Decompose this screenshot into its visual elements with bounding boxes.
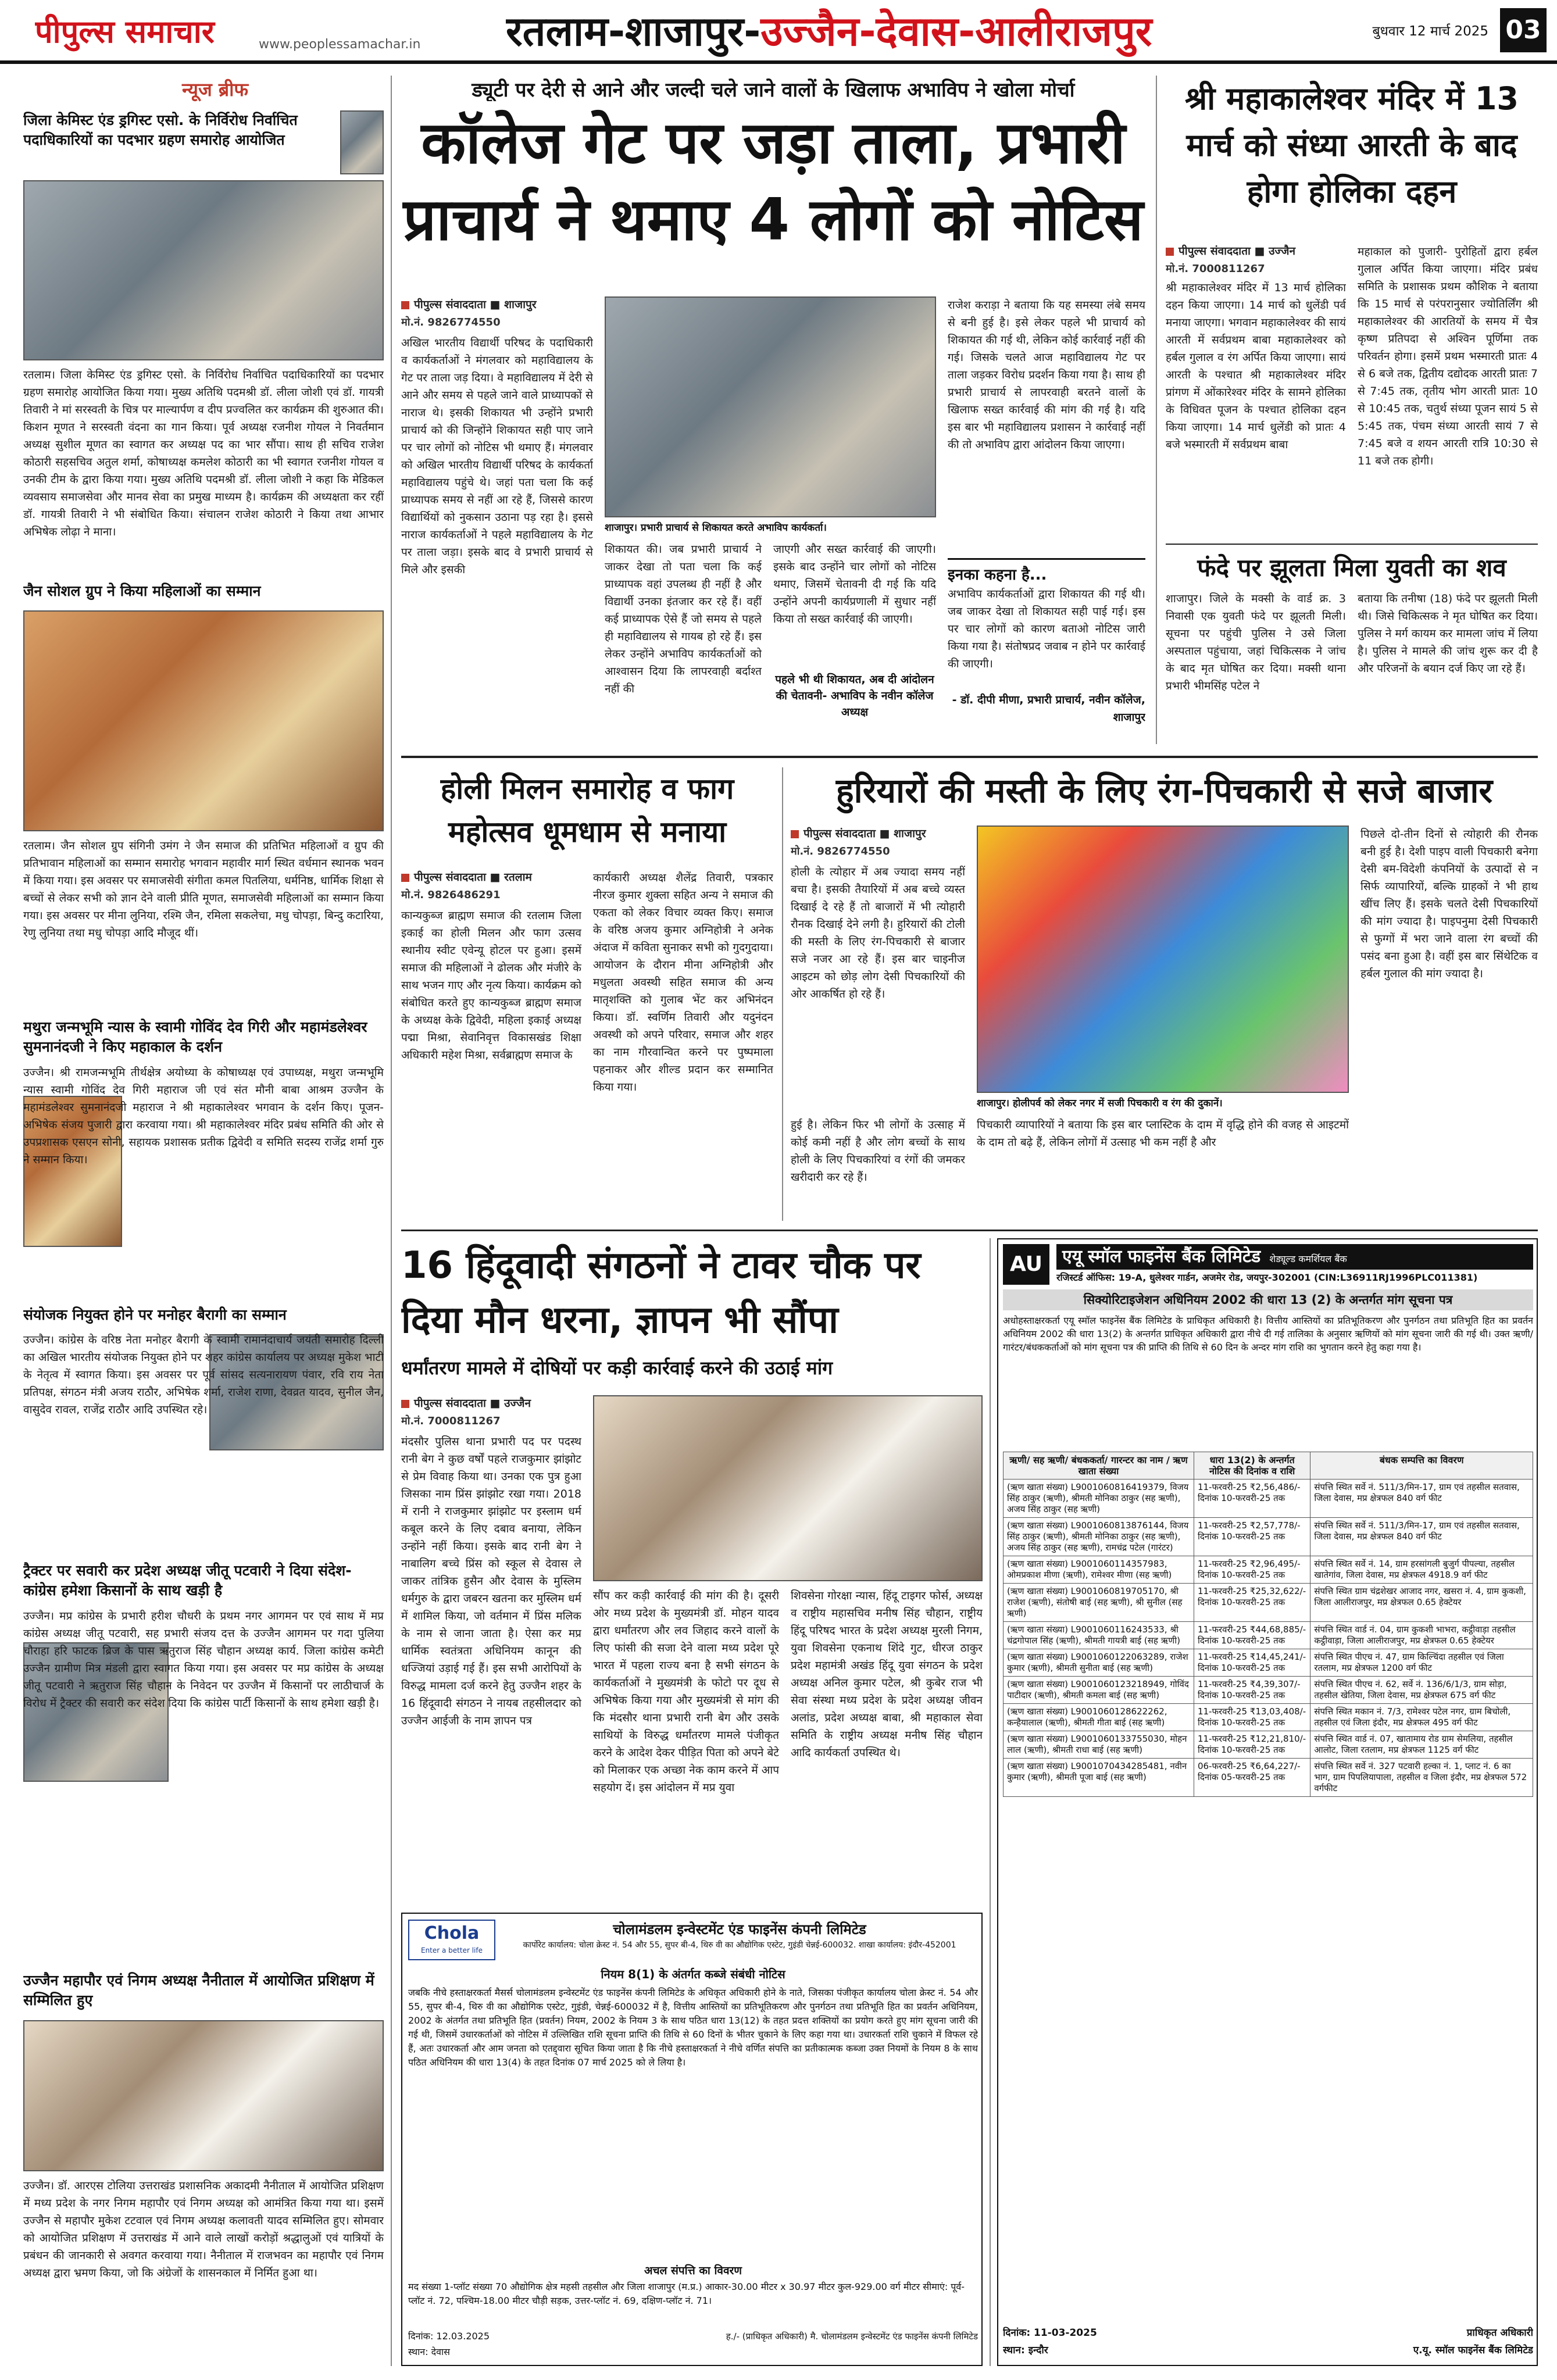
au-footer-place: स्थान: इन्दौर (1003, 2345, 1048, 2356)
lead-mobile: मो.नं. 9826774550 (401, 316, 501, 328)
dharna-subhead: धर्मांतरण मामले में दोषियों पर कड़ी कार्रवाई करने की उठाई मांग (401, 1357, 833, 1379)
au-footer-officer: प्राधिकृत अधिकारी (1466, 2327, 1533, 2339)
lead-info-box-title: इनका कहना है... (948, 566, 1047, 584)
column-divider-au (990, 1238, 991, 2366)
chola-sign: ह./- (प्राधिकृत अधिकारी) मै. चोलामंडलम इन्वेस्टमेंट एंड फाइनेंस कंपनी लिमिटेड (726, 2331, 978, 2342)
suicide-body-col-1: शाजापुर। जिले के मक्सी के वार्ड क्र. 3 निवासी एक युवती फंदे पर झूलती मिली। सूचना पर पहुंची पुलिस ने उसे जिला अस्पताल पहुंचाया, जहां चिकित्सक ने जांच के बाद मृत घोषित कर दिया। मक्सी थाना प्रभारी भीमसिंह पटेल ने (1166, 592, 1346, 692)
brief-5-headline: ट्रैक्टर पर सवारी कर प्रदेश अध्यक्ष जीतू पटवारी ने दिया संदेश- कांग्रेस हमेशा किसानों के साथ खड़ी है (23, 1562, 352, 1599)
lead-byline-location: शाजापुर (504, 298, 537, 311)
au-table-cell: संपत्ति स्थित वार्ड नं. 07, खातामाय रोड ग्राम सेमलिया, तहसील आलोट, जिला रतलाम, मप्र क्षेत्रफल 1125 वर्ग फीट (1310, 1731, 1533, 1759)
au-table-cell: 11-फरवरी-25 ₹2,57,778/- दिनांक 10-फरवरी-25 तक (1194, 1518, 1310, 1556)
holi-milan-byline-location: रतलाम (504, 871, 532, 884)
lead-story (401, 76, 1145, 744)
au-bank-name (1056, 1244, 1533, 1270)
byline-bullet-icon (401, 874, 409, 882)
au-table-row (1004, 1731, 1533, 1759)
lead-info-box-author: - डॉ. दीपी मीणा, प्रभारी प्राचार्य, नवीन कॉलेज, शाजापुर (952, 694, 1145, 724)
au-demand-table (1003, 1452, 1533, 2312)
suicide-body-col-2: बताया कि तनीषा (18) फंदे पर झूलती मिली थी। जिसे चिकित्सक ने मृत घोषित कर दिया। पुलिस ने मर्ग कायम कर मामला जांच में लिया है। पुलिस ने मामले की जांच शुरू कर दी है और परिजनों के बयान दर्ज किए जा रहे हैं। (1358, 592, 1538, 675)
mahakal-story (1166, 76, 1538, 541)
lead-headline: कॉलेज गेट पर जड़ा ताला, प्रभारी प्राचार्य ने थमाए 4 लोगों को नोटिस (403, 109, 1144, 253)
au-table-cell: 11-फरवरी-25 ₹14,45,241/- दिनांक 10-फरवरी-25 तक (1194, 1649, 1310, 1677)
byline-bullet-icon (1166, 248, 1174, 256)
au-table-cell: (ऋण खाता संख्या) L9001060116243533, श्री चंद्रगोपाल सिंह (ऋणी), श्रीमती गायत्री बाई (सह ऋणी) (1004, 1622, 1194, 1649)
market-body-col-4: पिछले दो-तीन दिनों से त्योहारी की रौनक बनी हुई है। देशी पाइप वाली पिचकारी बनेगा देसी बम-विदेशी कंपनियों के उत्पादों से न सिर्फ व्यापारियों, बल्कि ग्राहकों ने भी हाथ खींच लिए हैं। इसके चलते देसी पिचकारियों की मांग ज्यादा है। पाइपनुमा देसी पिचकारी से फुग्गों में भरा जाने वाला रंग बच्चों की पसंद बना हुआ है। वहीं इस बार सिंथेटिक व हर्बल गुलाल की मांग ज्यादा है। (1360, 828, 1538, 980)
brief-3-body: उज्जैन। श्री रामजन्मभूमि तीर्थक्षेत्र अयोध्या के कोषाध्यक्ष एवं उपाध्यक्ष, मथुरा जन्मभूमि न्यास स्वामी गोविंद देव गिरी महाराज जी एवं संत मौनी बाबा आश्रम उज्जैन के महामंडलेश्वर सुमनानंदजी महाराज ने श्री महाकालेश्वर भगवान के दर्शन किए। पूजन-अभिषेक संजय पुजारी द्वारा करवाया गया। श्री महाकालेश्वर मंदिर प्रबंध समिति की ओर से उपप्रशासक एसएन सोनी, सहायक प्रशासक प्रतीक द्विवेदी व समिति सदस्य राजेंद्र शर्मा गुरु ने सम्मान किया। (23, 1066, 384, 1166)
au-table-cell: 11-फरवरी-25 ₹2,56,486/- दिनांक 10-फरवरी-25 तक (1194, 1480, 1310, 1518)
divider-middle (401, 756, 1538, 758)
brand-logo (35, 7, 297, 56)
chola-schedule: मद संख्या 1-प्लॉट संख्या 70 औद्योगिक क्षेत्र महसी तहसील और जिला शाजापुर (म.प्र.) आकार-30.00 मीटर x 30.97 मीटर कुल-929.00 वर्ग मीटर सीमाएं: पूर्व-प्लॉट नं. 72, पश्चिम-18.00 मीटर चौड़ी सड़क, उत्तर-प्लॉट नं. 69, दक्षिण-प्लॉट नं. 71। (408, 2281, 965, 2306)
brief-6-photo (23, 2020, 384, 2171)
market-byline: पीपुल्स संवाददाता ■ शाजापुर (791, 826, 977, 842)
brief-1-photo-inset (340, 110, 384, 174)
mahakal-byline-location: उज्जैन (1269, 245, 1296, 258)
au-table-cell: (ऋण खाता संख्या) L9001060122063289, राजेश कुमार (ऋणी), श्रीमती सुनीता बाई (सह ऋणी) (1004, 1649, 1194, 1677)
au-table-cell: संपत्ति स्थित सर्वे नं. 327 पटवारी हल्का नं. 1, प्लाट नं. 6 का भाग, ग्राम पिपलियापाला, तहसील व जिला इंदौर, मप्र क्षेत्रफल 572 वर्गफीट (1310, 1759, 1533, 1797)
au-table-cell: संपत्ति स्थित वार्ड नं. 04, ग्राम कुकशी भाभरा, कट्ठीवाड़ा तहसील कट्ठीवाड़ा, जिला आलीराजपुर, मप्र क्षेत्रफल 0.65 हेक्टेयर (1310, 1622, 1533, 1649)
holi-milan-headline: होली मिलन समारोह व फाग महोत्सव धूमधाम से मनाया (440, 772, 734, 849)
brief-6-body: उज्जैन। डॉ. आरएस टोलिया उत्तराखंड प्रशासनिक अकादमी नैनीताल में आयोजित प्रशिक्षण में मध्य प्रदेश के नगर निगम महापौर एवं निगम अध्यक्ष को आमंत्रित किया गया था। इसमें उज्जैन से महापौर मुकेश टटवाल एवं निगम अध्यक्ष कलावती यादव सम्मिलित हुए। सोमवार को आयोजित प्रशिक्षण में उत्तराखंड में आने वाले लाखों करोड़ों श्रद्धालुओं एवं यात्रियों के प्रबंधन की जानकारी से अवगत करवाया गया। नैनीताल में राजभवन का महापौर एवं निगम अध्यक्ष द्वारा भ्रमण किया, जो कि अंग्रेजों के शासनकाल में निर्मित हुआ था। (23, 2179, 384, 2279)
chola-place: स्थान: देवास (408, 2346, 450, 2357)
suicide-headline: फंदे पर झूलता मिला युवती का शव (1197, 553, 1506, 582)
market-photo (977, 826, 1349, 1093)
au-address: रजिस्टर्ड ऑफिस: 19-A, धुलेश्वर गार्डन, अजमेर रोड, जयपुर-302001 (CIN:L36911RJ1996PLC011381) (1056, 1272, 1478, 1283)
brief-2-headline: जैन सोशल ग्रुप ने किया महिलाओं का सम्मान (23, 583, 261, 599)
brief-4-body: उज्जैन। कांग्रेस के वरिष्ठ नेता मनोहर बैरागी के स्वामी रामानंदाचार्य जयंती समारोह दिल्ली का अखिल भारतीय संयोजक नियुक्त होने पर शहर कांग्रेस कार्यालय पर अध्यक्ष मुकेश भाटी के नेतृत्व में स्वागत किया। इस अवसर पर पूर्व सांसद सत्यनारायण पंवार, रवि राय नेता प्रतिपक्ष, संगठन मंत्री अजय राठौर, अभिषेक शर्मा, राजेश राणा, देवव्रत यादव, सुनील जैन, वासुदेव रावल, राजेंद्र राठौर आदि उपस्थित रहे। (23, 1334, 384, 1416)
market-story (791, 767, 1538, 1221)
au-table-row (1004, 1759, 1533, 1797)
dharna-byline-author: पीपुल्स संवाददाता (414, 1397, 486, 1410)
market-body-col-2: हुई है। लेकिन फिर भी लोगों के उत्साह में कोई कमी नहीं है और लोग बच्चों के साथ होली के लिए पिचकारियां व रंगों की जमकर खरीदारी कर रहे हैं। (791, 1118, 965, 1184)
au-table-row (1004, 1556, 1533, 1584)
market-photo-caption: शाजापुर। होलीपर्व को लेकर नगर में सजी पिचकारी व रंग की दुकानें। (977, 1096, 1349, 1112)
website-url[interactable]: www.peoplessamachar.in (259, 37, 421, 52)
lead-photo (605, 296, 936, 517)
au-table-cell: संपत्ति स्थित सर्वे नं. 511/3/मिन-17, ग्राम एवं तहसील सतवास, जिला देवास, मप्र क्षेत्रफल 840 वर्ग फीट (1310, 1480, 1533, 1518)
lead-byline: पीपुल्स संवाददाता ■ शाजापुर (401, 296, 610, 314)
dharna-body-col-3: शिवसेना गोरक्षा न्यास, हिंदू टाइगर फोर्स, अध्यक्ष व राष्ट्रीय महासचिव मनीष सिंह चौहान, राष्ट्रीय हिंदू परिषद भारत के प्रदेश अध्यक्ष मुरली निगम, युवा शिवसेना एकनाथ शिंदे गुट, धीरज ठाकुर प्रदेश महामंत्री अखंड हिंदू युवा संगठन के प्रदेश अध्यक्ष अनिल कुमार पटेल, श्री कुबेर राज भी सेवा संस्था मध्य प्रदेश के प्रदेश अध्यक्ष जीवन अलांड, प्रदेश अध्यक्ष बाबा, श्री महाकाल सेवा समिति के राष्ट्रीय अध्यक्ष मनीष सिंह चौहान आदि कार्यकर्ता उपस्थित थे। (791, 1589, 983, 1759)
au-footer-date: दिनांक: 11-03-2025 (1003, 2327, 1097, 2339)
market-body-col-3: पिचकारी व्यापारियों ने बताया कि इस बार प्लास्टिक के दाम में वृद्धि होने की वजह से आइटमों के दाम तो बढ़े हैं, लेकिन लोगों में उत्साह भी कम नहीं है और (977, 1118, 1349, 1149)
lead-body-col-2: शिकायत की। जब प्रभारी प्राचार्य ने जाकर देखा तो पता चला कि कई प्राध्यापक वहां उपलब्ध ही नहीं है और विद्यार्थी उनका इंतजार कर रहे हैं। वहीं कई प्राध्यापक ऐसे हैं जो समय से पहले ही महाविद्यालय से गायब हो रहे हैं। इस लेकर उन्होंने अभाविप कार्यकर्ताओं को आश्वासन दिया कि लापरवाही बर्दाश्त नहीं की (605, 543, 762, 695)
brief-1-body: रतलाम। जिला केमिस्ट एंड ड्रगिस्ट एसो. के निर्विरोध निर्वाचित पदाधिकारियों का पदभार ग्रहण समारोह आयोजित किया गया। मुख्य अतिथि पदमश्री डॉ. लीला जोशी एवं डॉ. गायत्री तिवारी ने मां सरस्वती के चित्र पर माल्यार्पण व दीप प्रज्वलित कर कार्यक्रम की शुरुआत की। किशन मूणत ने सरस्वती वंदना का गान किया। पूर्व अध्यक्ष रजनीश गोयल ने निवर्तमान अध्यक्ष सुशील मूणत का स्वागत कर अध्यक्ष पद का भार सौंपा। साथ ही सचिव राजेश कोठारी सहसचिव अतुल शर्मा, कोषाध्यक्ष कमलेश कोठारी का भी स्वागत रजनीश गोयल व उनकी टीम के द्वारा किया गया। मुख्य अतिथि पदमश्री डॉ. लीला जोशी ने कहा कि मेडिकल व्यवसाय समाजसेवा और मानव सेवा का प्रमुख माध्यम है। कार्यक्रम की अध्यक्षता कर रहीं डॉ. गायत्री तिवारी ने भी संबोधित किया। संचालन राजेश कोठारी ने किया तथा आभार अभिषेक लोढ़ा ने माना। (23, 369, 384, 538)
chola-logo-text: Chola (424, 1923, 480, 1943)
au-intro: अधोहस्ताक्षरकर्ता एयू स्मॉल फाइनेंस बैंक लिमिटेड के प्राधिकृत अधिकारी है। वित्तीय आस्तियों का प्रतिभूतिकरण और पुनर्गठन तथा प्रतिभूति हित का प्रवर्तन अधिनियम 2002 की धारा 13(2) के अन्तर्गत प्राधिकृत अधिकारी द्वारा नीचे दी गई तालिका के अनुसार ऋणियों को मांग सूचना जारी की गई थी। उक्त ऋणी/गारंटर/बंधककर्ताओं को मांग सूचना पत्र की प्राप्ति की तिथि से 60 दिन के अन्दर मांग राशि का भुगतान करने हेतु कहा गया है। (1003, 1315, 1533, 1353)
column-divider-holi (782, 767, 783, 1221)
lead-kicker: ड्यूटी पर देरी से आने और जल्दी चले जाने वालों के खिलाफ अभाविप ने खोला मोर्चा (472, 78, 1075, 101)
holi-milan-body-col-1: कान्यकुब्ज ब्राह्मण समाज की रतलाम जिला इकाई का होली मिलन और फाग उत्सव स्थानीय स्वीट एवेन्यू होटल पर हुआ। इसमें समाज की महिलाओं ने ढोलक और मंजीरे के साथ भजन गाए और नृत्य किया। कार्यक्रम को संबोधित करते हुए कान्यकुब्ज ब्राह्मण समाज के अध्यक्ष केके द्विवेदी, महिला इकाई अध्यक्ष पद्मा मिश्रा, सेवानिवृत्त विकासखंड शिक्षा अधिकारी महेश मिश्रा, सर्वब्राह्मण समाज के (401, 909, 581, 1062)
au-table-cell: 11-फरवरी-25 ₹13,03,408/- दिनांक 10-फरवरी-25 तक (1194, 1704, 1310, 1731)
dharna-byline: पीपुल्स संवाददाता ■ उज्जैन (401, 1395, 587, 1411)
au-table-row (1004, 1480, 1533, 1518)
au-table-cell: 11-फरवरी-25 ₹4,39,307/- दिनांक 10-फरवरी-25 तक (1194, 1677, 1310, 1704)
au-table-cell: (ऋण खाता संख्या) L9001060816419379, विजय सिंह ठाकुर (ऋणी), श्रीमती मोनिका ठाकुर (सह ऋणी), अजय सिंह ठाकुर (सह ऋणी) (1004, 1480, 1194, 1518)
au-table-header: ऋणी/ सह ऋणी/ बंधककर्ता/ गारन्टर का नाम / ऋण खाता संख्या (1004, 1452, 1194, 1480)
au-bank-tag: शेड्यूल्ड कमर्शियल बैंक (1269, 1253, 1347, 1264)
au-table-header-row (1004, 1452, 1533, 1480)
mahakal-body-col-1: श्री महाकालेश्वर मंदिर में 13 मार्च होलिका दहन किया जाएगा। 14 मार्च को धुलेंडी पर्व मनाया जाएगा। भगवान महाकालेश्वर की सायं आरती में सर्वप्रथम बाबा महाकालेश्वर को हर्बल गुलाल व रंग अर्पित किया जाएगा। सायं आरती के पश्चात श्री महाकालेश्वर मंदिर प्रांगण में ओंकारेश्वर मंदिर के सामने होलिका के विधिवत पूजन के पश्चात होलिका दहन किया जाएगा। 14 मार्च धुलेंडी को प्रातः 4 बजे भस्मारती में सर्वप्रथम बाबा (1166, 281, 1346, 451)
au-footer-bank: ए.यू. स्मॉल फाइनेंस बैंक लिमिटेड (1413, 2345, 1533, 2356)
au-table-cell: 06-फरवरी-25 ₹6,64,227/- दिनांक 05-फरवरी-25 तक (1194, 1759, 1310, 1797)
mahakal-body-col-2: महाकाल को पुजारी- पुरोहितों द्वारा हर्बल गुलाल अर्पित किया जाएगा। मंदिर प्रबंध समिति के प्रशासक प्रथम कौशिक ने बताया कि 15 मार्च से परंपरानुसार ज्योतिर्लिंग श्री महाकालेश्वर की आरतियों के समय में चैत्र कृष्ण प्रतिपदा से अश्विन पूर्णिमा तक परिवर्तन होगा। इसमें प्रथम भस्मारती प्रातः 4 से 6 बजे तक, द्वितीय दद्योदक आरती प्रातः 7 से 7:45 तक, तृतीय भोग आरती प्रातः 10 से 10:45 तक, चतुर्थ संध्या पूजन सायं 5 से 5:45 तक, पंचम संध्या आरती सायं 7 से 7:45 बजे व शयन आरती रात्रि 10:30 से 11 बजे तक होगी। (1358, 245, 1538, 467)
edition-title-black: रतलाम-शाजापुर- (506, 8, 761, 55)
lead-info-box-body: अभाविप कार्यकर्ताओं द्वारा शिकायत की गई थी। जब जाकर देखा तो शिकायत सही पाई गई। इस पर चार लोगों को कारण बताओ नोटिस जारी किया गया है। संतोषप्रद जवाब न होने पर कार्रवाई की जाएगी। (948, 588, 1145, 670)
mahakal-headline: श्री महाकालेश्वर मंदिर में 13 मार्च को संध्या आरती के बाद होगा होलिका दहन (1185, 80, 1519, 210)
edition-title-red: उज्जैन-देवास-आलीराजपुर (760, 8, 1152, 55)
au-table-cell: संपत्ति स्थित पीएच नं. 47, ग्राम किल्चिंदा तहसील एवं जिला रतलाम, मप्र क्षेत्रफल 1200 वर्ग फीट (1310, 1649, 1533, 1677)
dharna-headline: 16 हिंदूवादी संगठनों ने टावर चौक पर दिया मौन धरना, ज्ञापन भी सौंपा (401, 1244, 921, 1342)
chola-address: कार्पोरेट कार्यालय: चोला क्रेस्ट नं. 54 और 55, सुपर बी-4, थिरु वी का औद्योगिक एस्टेट, गुइंडी चेन्नई-600032. शाखा कार्यालय: इंदौर-452001 (523, 1941, 956, 1950)
au-logo: AU (1003, 1244, 1049, 1285)
brief-1-photo (23, 180, 384, 360)
au-bank-title: एयू स्मॉल फाइनेंस बैंक लिमिटेड (1062, 1246, 1261, 1267)
lead-body-col-4: राजेश कराड़ा ने बताया कि यह समस्या लंबे समय से बनी हुई है। इसे लेकर पहले भी प्राचार्य को शिकायत की गई थी, लेकिन कोई कार्रवाई नहीं की गई। जिसके चलते आज महाविद्यालय गेट पर ताला जड़कर विरोध प्रदर्शन किया गया है। साथ ही प्रभारी प्राचार्य से लापरवाही बरतने वालों के खिलाफ सख्त कार्रवाई की मांग की गई है। यदि इस बार भी महाविद्यालय प्रशासन ने कार्रवाई नहीं की तो अभाविप द्वारा आंदोलन किया जाएगा। (948, 299, 1145, 451)
market-mobile: मो.नं. 9826774550 (791, 845, 890, 857)
lead-body-col-3: जाएगी और सख्त कार्रवाई की जाएगी। इसके बाद उन्होंने चार लोगों को नोटिस थमाए, जिसमें चेतावनी दी गई कि यदि उन्होंने अपनी कार्यप्रणाली में सुधार नहीं किया तो सख्त कार्रवाई की जाएगी। (773, 543, 936, 626)
holi-milan-body-col-2: कार्यकारी अध्यक्ष शैलेंद्र तिवारी, पत्रकार नीरज कुमार शुक्ला सहित अन्य ने समाज की एकता को लेकर विचार व्यक्त किए। समाज के वरिष्ठ अजय कुमार अग्निहोत्री ने अनेक अंदाज में कविता सुनाकर सभी को गुदगुदाया। आयोजन के दौरान मीना अग्निहोत्री और मधुलता अवस्थी सहित समाज की अन्य मातृशक्ति को गुलाब भेंट कर अभिनंदन किया। डॉ. स्वर्णिम तिवारी और यदुनंदन अवस्थी को अपने परिवार, समाज और शहर का नाम गौरवान्वित करने पर पुष्पमाला पहनाकर और शील्ड प्रदान कर सम्मानित किया गया। (593, 871, 773, 1093)
byline-bullet-icon (401, 1400, 409, 1408)
au-table-header: बंधक सम्पत्ति का विवरण (1310, 1452, 1533, 1480)
au-act-title: सिक्योरिटाइजेशन अधिनियम 2002 की धारा 13 (2) के अन्तर्गत मांग सूचना पत्र (1003, 1289, 1533, 1310)
dharna-body-col-1: मंदसौर पुलिस थाना प्रभारी पद पर पदस्थ रानी बेग ने कुछ वर्षों पहले राजकुमार झांझोट से प्रेम विवाह किया था। उनका एक पुत्र हुआ जिसका नाम प्रिंस झांझोट रखा गया। 2018 में रानी ने राजकुमार झांझोट पर इस्लाम धर्म कबूल करने के लिए दबाव बनाया, लेकिन उन्होंने नहीं किया। इसके बाद रानी बेग ने नाबालिग बच्चे प्रिंस को स्कूल से देवास ले जाकर तांत्रिक हुसैन और देवास के मुस्लिम धर्मगुरु के द्वारा जबरन खतना कर मुस्लिम धर्म में शामिल किया, जो वर्तमान में प्रिंस मलिक के नाम से जाना जाता है। ऐसा कर मप्र धार्मिक स्वतंत्रता अधिनियम कानून की धज्जियां उड़ाई गई हैं। इस सभी आरोपियों के विरुद्ध मामला दर्ज करने हेतु उज्जैन शहर के 16 हिंदूवादी संगठन ने नायब तहसीलदार को उज्जैन आईजी के नाम ज्ञापन पत्र (401, 1435, 581, 1727)
lead-photo-caption: शाजापुर। प्रभारी प्राचार्य से शिकायत करते अभाविप कार्यकर्ता। (605, 520, 936, 537)
au-notice (997, 1238, 1538, 2366)
news-brief-label: न्यूज ब्रीफ (181, 78, 249, 101)
dharna-story (401, 1238, 983, 1907)
dharna-mobile: मो.नं. 7000811267 (401, 1415, 501, 1427)
au-table-cell: संपत्ति स्थित ग्राम चंद्रशेखर आजाद नगर, खसरा नं. 4, ग्राम कुकशी, जिला आलीराजपुर, मप्र क्षेत्रफल 0.65 हेक्टेयर (1310, 1584, 1533, 1622)
holi-milan-mobile: मो.नं. 9826486291 (401, 889, 501, 901)
holi-milan-byline: पीपुल्स संवाददाता ■ रतलाम (401, 869, 593, 885)
market-byline-location: शाजापुर (894, 827, 926, 840)
lead-info-box (948, 558, 1145, 732)
suicide-story (1166, 549, 1538, 744)
au-table-row (1004, 1584, 1533, 1622)
issue-date: बुधवार 12 मार्च 2025 (1372, 24, 1488, 39)
lead-quote: पहले भी थी शिकायत, अब दी आंदोलन की चेतावनी- अभाविप के नवीन कॉलेज अध्यक्ष (775, 673, 934, 719)
au-table-cell: (ऋण खाता संख्या) L9001060819705170, श्री राजेश (ऋणी), संतोषी बाई (सह ऋणी), श्री सुनील (सह ऋणी) (1004, 1584, 1194, 1622)
brief-5-body: उज्जैन। मप्र कांग्रेस के प्रभारी हरीश चौधरी के प्रथम नगर आगमन पर एवं साथ में मप्र कांग्रेस अध्यक्ष जीतू पटवारी, सह प्रभारी संजय दत्त के उज्जैन आगमन पर गदा पुलिया चौराहा हरि फाटक ब्रिज के पास ऋतुराज सिंह चौहान अध्यक्ष कार्य. जिला कांग्रेस कमेटी उज्जैन ग्रामीण मित्र मंडली द्वारा स्वागत किया गया। इस अवसर पर मप्र कांग्रेस के अध्यक्ष जीतू पटवारी ने ऋतुराज सिंह चौहान के निवेदन पर उज्जैन में किसानों पर लाठीचार्ज के विरोध में ट्रैक्टर की सवारी कर संदेश दिया कि कांग्रेस पार्टी किसानों के साथ हमेशा खड़ी है। (23, 1610, 384, 1710)
brief-1-headline: जिला केमिस्ट एंड ड्रगिस्ट एसो. के निर्विरोध निर्वाचित पदाधिकारियों का पदभार ग्रहण समारोह आयोजित (23, 112, 298, 148)
au-table-cell: (ऋण खाता संख्या) L9001070434285481, नवीन कुमार (ऋणी), श्रीमती पूजा बाई (सह ऋणी) (1004, 1759, 1194, 1797)
chola-date: दिनांक: 12.03.2025 (408, 2331, 490, 2342)
chola-notice (401, 1913, 983, 2366)
au-table-cell: संपत्ति स्थित सर्वे नं. 14, ग्राम हरसांगली बुजुर्ग पीपल्या, तहसील खातेगांव, जिला देवास, मप्र क्षेत्रफल 4918.9 वर्ग फीट (1310, 1556, 1533, 1584)
lead-byline-author: पीपुल्स संवाददाता (414, 298, 486, 311)
chola-schedule-title: अचल संपत्ति का विवरण (644, 2264, 742, 2277)
au-table-row (1004, 1704, 1533, 1731)
au-table-cell: 11-फरवरी-25 ₹12,21,810/- दिनांक 10-फरवरी-25 तक (1194, 1731, 1310, 1759)
au-table-cell: संपत्ति स्थित पीएच नं. 62, सर्वे नं. 136/6/1/3, ग्राम सोड़ा, तहसील खेतिया, जिला देवास, मप्र क्षेत्रफल 675 वर्ग फीट (1310, 1677, 1533, 1704)
mahakal-mobile: मो.नं. 7000811267 (1166, 263, 1265, 275)
brief-3-headline: मथुरा जन्मभूमि न्यास के स्वामी गोविंद देव गिरी और महामंडलेश्वर सुमनानंदजी ने किए महाकाल के दर्शन (23, 1019, 367, 1055)
chola-rule-title: नियम 8(1) के अंतर्गत कब्जे संबंधी नोटिस (601, 1967, 785, 1981)
au-table-cell: 11-फरवरी-25 ₹25,32,622/- दिनांक 10-फरवरी-25 तक (1194, 1584, 1310, 1622)
news-brief-column (23, 76, 384, 2366)
mahakal-byline-author: पीपुल्स संवाददाता (1179, 245, 1251, 258)
au-table-cell: (ऋण खाता संख्या) L9001060813876144, विजय सिंह ठाकुर (ऋणी), श्रीमती मोनिका ठाकुर (सह ऋणी), अजय सिंह ठाकुर (सह ऋणी), रामचंद्र पटेल (गारंटर) (1004, 1518, 1194, 1556)
au-table-cell: (ऋण खाता संख्या) L9001060114357983, ओमप्रकाश मीणा (ऋणी), रामेश्वर मीणा (सह ऋणी) (1004, 1556, 1194, 1584)
market-byline-author: पीपुल्स संवाददाता (804, 827, 876, 840)
au-table-cell: 11-फरवरी-25 ₹44,68,885/- दिनांक 10-फरवरी-25 तक (1194, 1622, 1310, 1649)
column-divider-right-top (1156, 76, 1157, 744)
au-table-cell: 11-फरवरी-25 ₹2,96,495/- दिनांक 10-फरवरी-25 तक (1194, 1556, 1310, 1584)
divider-mahakal-suicide (1166, 544, 1538, 545)
brief-6-headline: उज्जैन महापौर एवं निगम अध्यक्ष नैनीताल में आयोजित प्रशिक्षण में सम्मिलित हुए (23, 1972, 374, 2009)
chola-logo-tag: Enter a better life (420, 1946, 483, 1954)
mahakal-byline: पीपुल्स संवाददाता ■ उज्जैन (1166, 243, 1352, 259)
market-body-col-1: होली के त्योहार में अब ज्यादा समय नहीं बचा है। इसकी तैयारियों में अब बच्चे व्यस्त दिखाई दे रहे हैं तो बाजारों में भी त्योहारी रौनक दिखाई देने लगी है। हुरियारों की टोली की मस्ती के लिए रंग-पिचकारी से बाजार सजे नजर आ रहे हैं। इस बार चाइनीज आइटम को छोड़ लोग देसी पिचकारियों की ओर आकर्षित हो रहे हैं। (791, 866, 965, 1000)
chola-body: जबकि नीचे हस्ताक्षरकर्ता मैसर्स चोलामंडलम इन्वेस्टमेंट एंड फाइनेंस कंपनी लिमिटेड के अधिकृत अधिकारी होने के नाते, जिसका पंजीकृत कार्यालय चोला क्रेस्ट नं. 54 और 55, सुपर बी-4, थिरु वी का औद्योगिक एस्टेट, गुइंडी, चेन्नई-600032 में है, वित्तीय आस्तियों का प्रतिभूतिकरण और पुनर्गठन तथा प्रतिभूति हित का प्रवर्तन अधिनियम, 2002 के अंतर्गत तथा प्रतिभूति हित (प्रवर्तन) नियम, 2002 के नियम 3 के साथ पठित धारा 13(12) के तहत प्रदत्त शक्तियों का प्रयोग करते हुए मांग सूचना जारी की गई थी, जिसमें उधारकर्ताओं को नोटिस में उल्लिखित राशि सूचना प्राप्ति की तिथि से 60 दिनों के भीतर चुकाने के लिए कहा गया था। उधारकर्ता राशि चुकाने में विफल रहे हैं, अतः उधारकर्ता और आम जनता को एतद्द्वारा सूचित किया जाता है कि नीचे हस्ताक्षरकर्ता ने नीचे वर्णित संपत्ति का प्रतीकात्मक कब्जा उक्त नियमों के नियम 8 के साथ पठित अधिनियम की धारा 13(4) के तहत दिनांक 07 मार्च 2025 को ले लिया है। (408, 1987, 978, 2068)
divider-lower (401, 1230, 1538, 1231)
brief-2-body: रतलाम। जैन सोशल ग्रुप संगिनी उमंग ने जैन समाज की प्रतिभित महिलाओं व ग्रुप की प्रतिभावान महिलाओं का सम्मान समारोह भगवान महावीर मार्ग स्थित वर्धमान स्थानक भवन में किया गया। इस अवसर पर समाजसेवी संगीता कमल पितलिया, धर्मनिष्ठ, धार्मिक शिक्षा से बच्चों से लेकर सभी को ज्ञान देने वाली प्रीति मूणत, समाजसेवी महिलाओं का सम्मान किया गया। इस अवसर पर मीना लुनिया, रश्मि जैन, रमिला सकलेचा, मधु चोपड़ा, बिन्दु कटारिया, रेणु लुनिया तथा मधु चोपड़ा आदि मौजूद थीं। (23, 839, 384, 939)
brief-4-headline: संयोजक नियुक्त होने पर मनोहर बैरागी का सम्मान (23, 1306, 287, 1323)
dharna-byline-location: उज्जैन (504, 1397, 531, 1410)
au-table-cell: (ऋण खाता संख्या) L9001060123218949, गोविंद पाटीदार (ऋणी), श्रीमती कमला बाई (सह ऋणी) (1004, 1677, 1194, 1704)
au-table-row (1004, 1622, 1533, 1649)
au-table-row (1004, 1677, 1533, 1704)
au-table-cell: (ऋण खाता संख्या) L9001060128622262, कन्हैयालाल (ऋणी), श्रीमती गीता बाई (सह ऋणी) (1004, 1704, 1194, 1731)
page-number: 03 (1500, 8, 1547, 52)
au-table-cell: संपत्ति स्थित मकान नं. 7/3, रामेश्वर पटेल नगर, ग्राम बिचोली, तहसील एवं जिला इंदौर, मप्र क्षेत्रफल 495 वर्ग फीट (1310, 1704, 1533, 1731)
byline-bullet-icon (791, 830, 799, 838)
au-table-row (1004, 1649, 1533, 1677)
brand-name: पीपुल्स समाचार (35, 13, 215, 50)
dharna-body-col-2: सौंप कर कड़ी कार्रवाई की मांग की है। दूसरी ओर मध्य प्रदेश के मुख्यमंत्री डॉ. मोहन यादव द्वारा धर्मांतरण और लव जिहाद करने वालों के लिए फांसी की सजा देने वाला मध्य प्रदेश पूरे भारत में पहला राज्य बना है सभी संगठन के कार्यकर्ताओं ने मुख्यमंत्री के फोटो पर दूध से अभिषेक किया गया और मुख्यमंत्री से मांग की कि मंदसौर थाना प्रभारी रानी बेग और उसके साथियों के विरुद्ध धर्मांतरण मामले पंजीकृत करने के आदेश देकर पीड़ित पिता को अपने बेटे को मिलाकर एक अच्छा नेक काम करने में आप सहयोग दें। इस आंदोलन में मप्र युवा (593, 1589, 779, 1794)
holi-milan-story (401, 767, 773, 1221)
brief-2-photo (23, 610, 384, 831)
lead-body-col-1: अखिल भारतीय विद्यार्थी परिषद के पदाधिकारी व कार्यकर्ताओं ने मंगलवार को महाविद्यालय के गेट पर ताला जड़ दिया। वे महाविद्यालय में देरी से आने और समय से पहले जाने वाले प्राध्यापकों से नाराज थे। इसकी शिकायत भी उन्होंने प्रभारी प्राचार्य को की जिन्होंने शिकायत सही पाए जाने पर चार लोगों को नोटिस भी थमाए हैं। मंगलवार को अखिल भारतीय विद्यार्थी परिषद के कार्यकर्ता महाविद्यालय पहुंचे थे। जहां पता चला कि कई प्राध्यापक समय से नहीं आ रहे हैं, जिससे कारण विद्यार्थियों को नुकसान उठाना पड़ रहा है। इससे नाराज कार्यकर्ताओं ने पहले महाविद्यालय के गेट पर ताला जड़ा। इसके बाद वे प्रभारी प्राचार्य से मिले और इसकी (401, 337, 593, 576)
edition-title (506, 5, 1378, 58)
au-demand-table-grid (1003, 1452, 1533, 1797)
chola-logo (408, 1920, 495, 1960)
au-table-row (1004, 1518, 1533, 1556)
byline-bullet-icon (401, 301, 409, 309)
market-headline: हुरियारों की मस्ती के लिए रंग-पिचकारी से सजे बाजार (835, 771, 1493, 810)
holi-milan-byline-author: पीपुल्स संवाददाता (414, 871, 486, 884)
column-divider-left (391, 76, 392, 2366)
masthead (0, 0, 1557, 64)
au-table-header: धारा 13(2) के अन्तर्गत नोटिस की दिनांक व राशि (1194, 1452, 1310, 1480)
dharna-photo (593, 1395, 983, 1581)
au-table-cell: संपत्ति स्थित सर्वे नं. 511/3/मिन-17, ग्राम एवं तहसील सतवास, जिला देवास, मप्र क्षेत्रफल 840 वर्ग फीट (1310, 1518, 1533, 1556)
chola-company: चोलामंडलम इन्वेस्टमेंट एंड फाइनेंस कंपनी लिमिटेड (613, 1921, 866, 1938)
au-table-cell: (ऋण खाता संख्या) L9001060133755030, मोहन लाल (ऋणी), श्रीमती राधा बाई (सह ऋणी) (1004, 1731, 1194, 1759)
